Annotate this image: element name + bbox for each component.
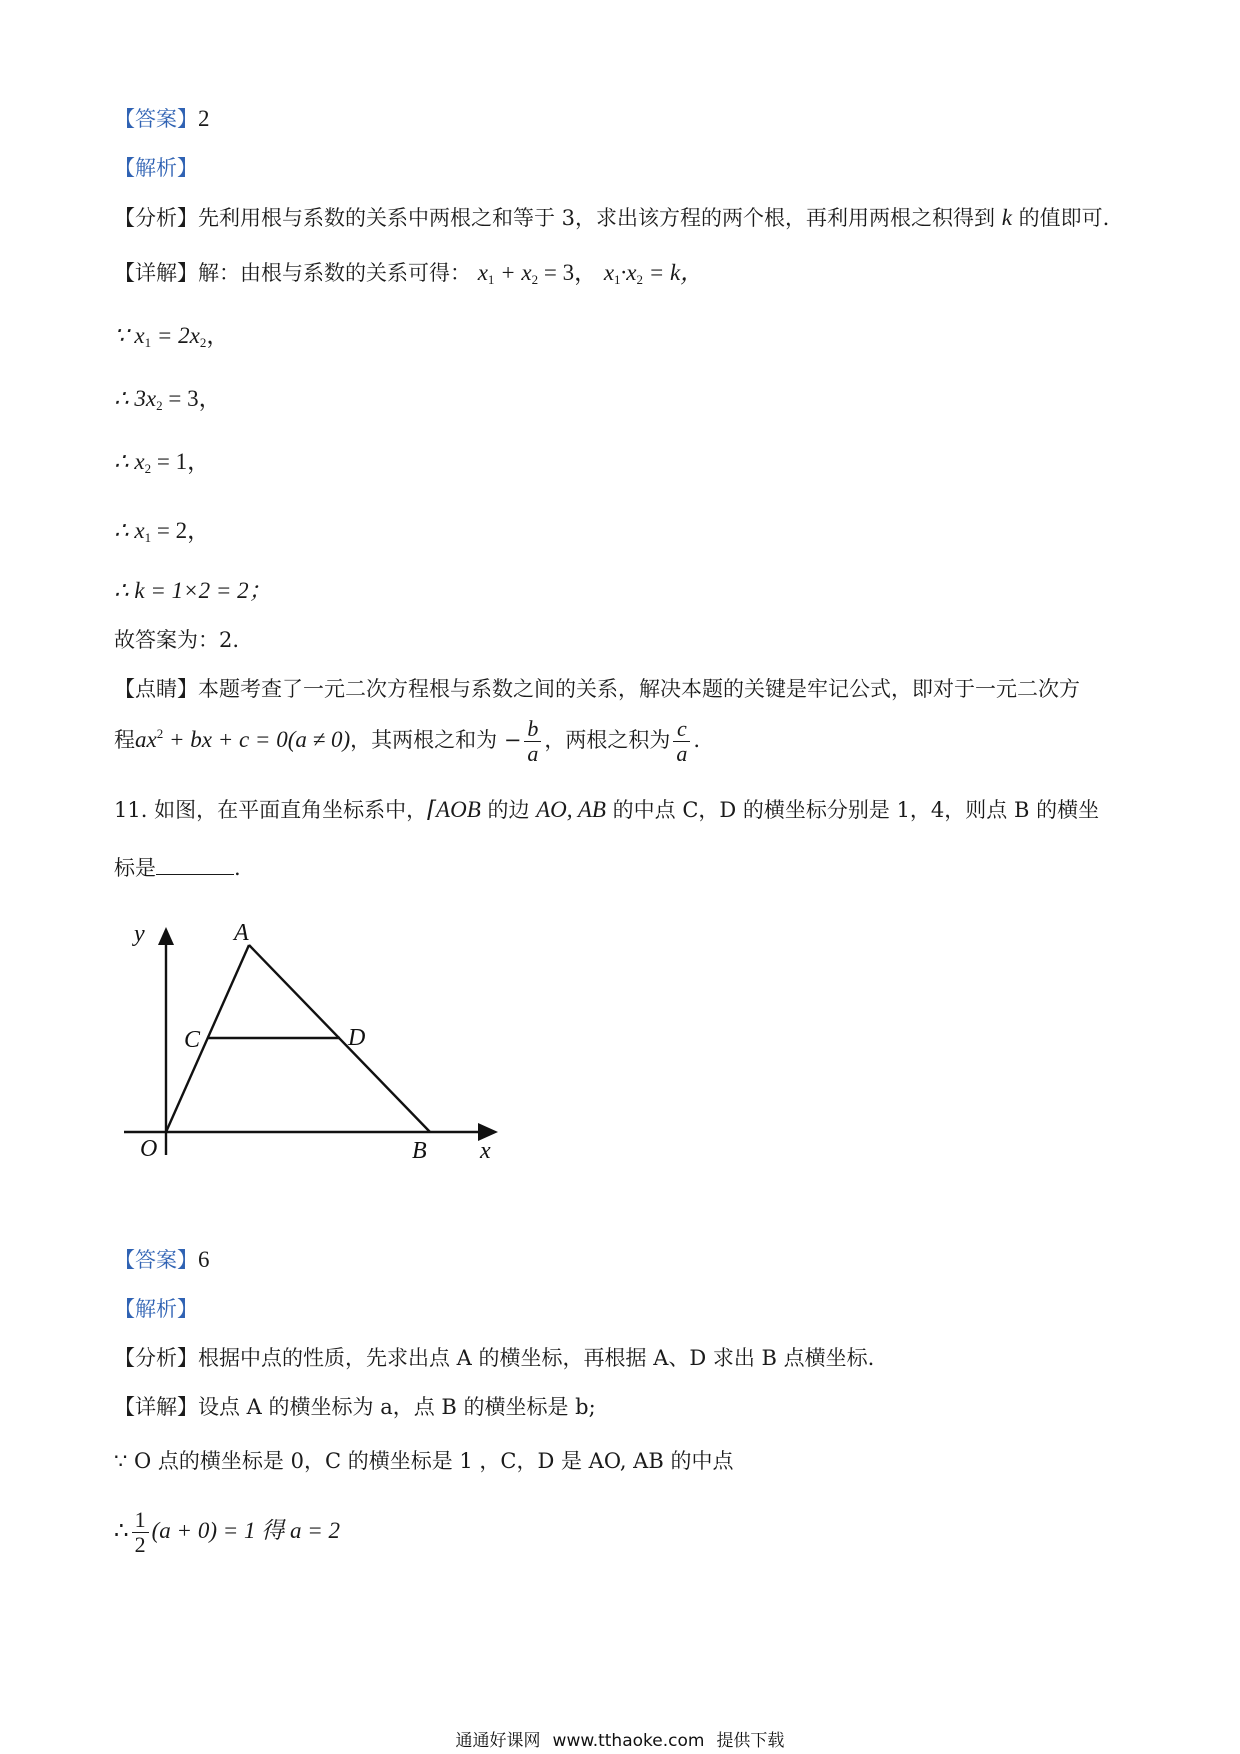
triangle-symbol: ⌈AOB (427, 797, 481, 822)
fenxi-end: 的值即可. (1018, 206, 1110, 230)
footer-site: 通通好课网 (455, 1731, 541, 1751)
label-a: A (234, 920, 249, 946)
y-axis-arrow (158, 927, 174, 945)
footer-provide: 提供下载 (716, 1731, 785, 1751)
fraction-b-over-a: $\frac{b}{a}$ (524, 717, 541, 766)
answer-value-2: 6 (198, 1247, 210, 1272)
step-2: ∴ $3x_2 = 3$， (114, 386, 222, 413)
dianjing-line: 【点睛】本题考查了一元二次方程根与系数之间的关系，解决本题的关键是牢记公式，即对于一元二次方 (114, 677, 1080, 701)
answer-line (114, 104, 210, 134)
footer-url[interactable]: www.tthaoke.com (552, 1731, 705, 1751)
label-d: D (348, 1025, 366, 1051)
fraction-c-over-a: $\frac{c}{a}$ (673, 717, 690, 766)
fraction-one-half: $\frac{1}{2}$ (132, 1508, 149, 1557)
footer (0, 1726, 1240, 1751)
sum-equation: $x_1 + x_2 = 3$， (477, 260, 598, 287)
answer-line-2 (114, 1245, 210, 1275)
midpoint-equation: ∴ $\frac{1}{2}$ (a + 0) = 1 得 a = 2 (114, 1507, 341, 1557)
xiangjie-text: 【详解】解：由根与系数的关系可得： (114, 261, 471, 285)
sides-ao-ab: AO, AB (536, 797, 606, 822)
step-1: ∵ $x_1 = 2x_2$， (114, 323, 230, 350)
label-x: x (480, 1138, 491, 1164)
step-5: ∴ k = 1×2 = 2； (114, 578, 272, 603)
label-o: O (140, 1136, 158, 1162)
question-11: 11. 如图，在平面直角坐标系中，⌈AOB 的边 AO, AB 的中点 C，D 的横坐标分别是 1，4，则点 B 的横坐 (114, 797, 1100, 822)
step-3: ∴ $x_2 = 1$， (114, 449, 211, 476)
label-y: y (134, 921, 145, 947)
conclusion: 故答案为：2. (114, 628, 240, 652)
analysis-tag: 【解析】 (114, 156, 198, 180)
answer-blank (156, 854, 234, 875)
fenxi-var: k (1001, 205, 1012, 230)
xiangjie-line (114, 258, 703, 295)
fenxi-text: 【分析】先利用根与系数的关系中两根之和等于 3，求出该方程的两个根，再利用两根之积得到 (114, 206, 996, 230)
fenxi-line-2: 【分析】根据中点的性质，先求出点 A 的横坐标，再根据 A、D 求出 B 点横坐标. (114, 1346, 875, 1370)
question-11-cont: 标是 . (114, 856, 241, 880)
quadratic-formula: $ax^2$ + bx + c = 0(a ≠ 0) (135, 726, 351, 752)
step-4: ∴ $x_1 = 2$， (114, 518, 211, 545)
fenxi-line (114, 203, 1109, 233)
xiangjie-line-2: 【详解】设点 A 的横坐标为 a，点 B 的横坐标是 b; (114, 1395, 596, 1419)
answer-tag-2: 【答案】 (114, 1248, 198, 1272)
label-b: B (412, 1138, 427, 1164)
label-c: C (184, 1027, 201, 1053)
answer-tag: 【答案】 (114, 107, 198, 131)
answer-value: 2 (198, 106, 210, 131)
reason-line: ∵ O 点的横坐标是 0，C 的横坐标是 1 ，C，D 是 AO, AB 的中点 (114, 1449, 734, 1473)
analysis-tag-2: 【解析】 (114, 1297, 198, 1321)
coordinate-figure (118, 905, 508, 1170)
dianjing-formula-line: 程$ax^2$ + bx + c = 0(a ≠ 0)，其两根之和为 − $\frac{b}{a}$ ，两根之积为 $\frac{c}{a}$ . (114, 716, 701, 766)
product-equation: $x_1\cdot x_2 = k$， (603, 260, 704, 287)
